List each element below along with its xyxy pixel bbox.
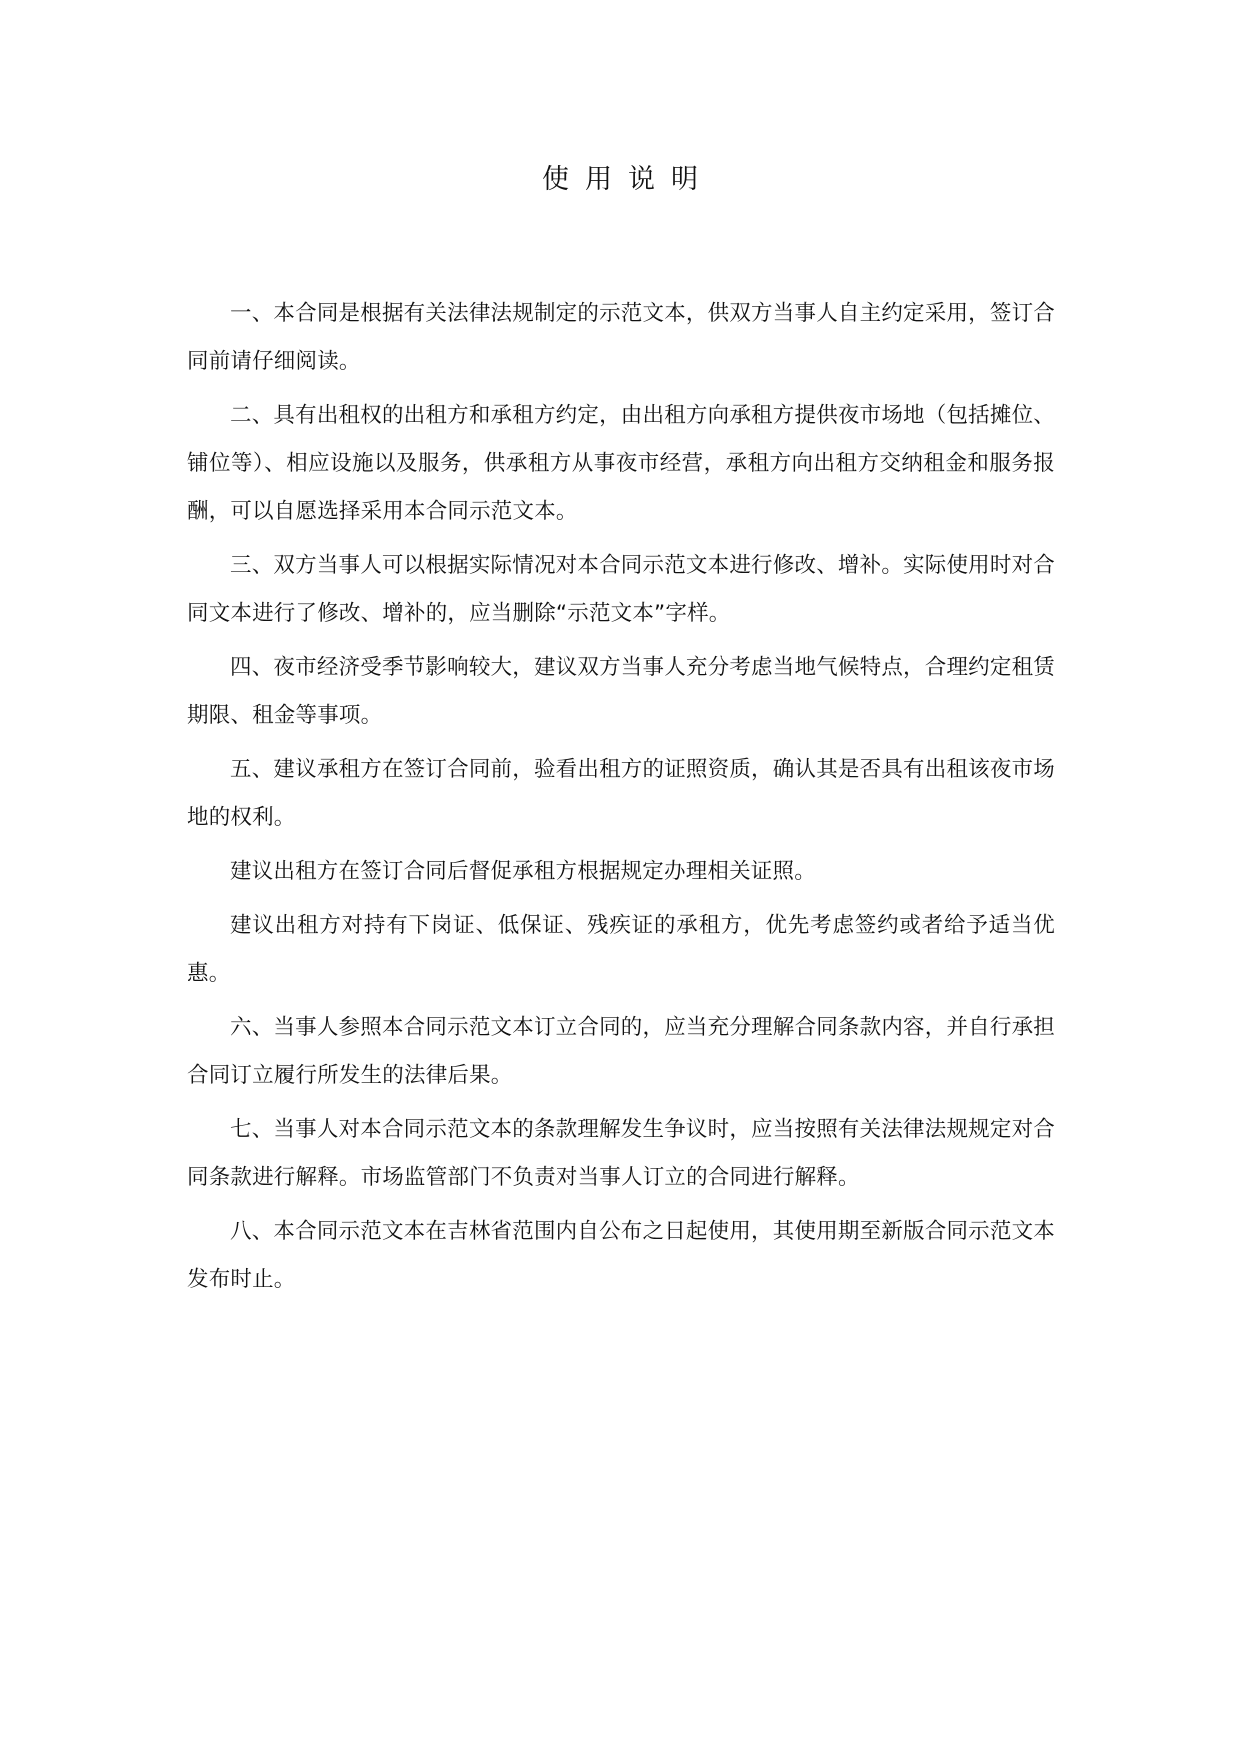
paragraph-4: 四、夜市经济受季节影响较大，建议双方当事人充分考虑当地气候特点，合理约定租赁期限、租金等事项。 — [187, 655, 1055, 728]
paragraph-8: 八、本合同示范文本在吉林省范围内自公布之日起使用，其使用期至新版合同示范文本发布时止。 — [187, 1219, 1055, 1292]
paragraph-5-note-2: 建议出租方对持有下岗证、低保证、残疾证的承租方，优先考虑签约或者给予适当优惠。 — [187, 913, 1055, 986]
paragraph-1: 一、本合同是根据有关法律法规制定的示范文本，供双方当事人自主约定采用，签订合同前请仔细阅读。 — [187, 301, 1055, 374]
paragraph-5: 五、建议承租方在签订合同前，验看出租方的证照资质，确认其是否具有出租该夜市场地的权利。 — [187, 757, 1055, 830]
paragraph-2: 二、具有出租权的出租方和承租方约定，由出租方向承租方提供夜市场地（包括摊位、铺位等）、相应设施以及服务，供承租方从事夜市经营，承租方向出租方交纳租金和服务报酬，可以自愿选择采用本合同示范文本。 — [187, 403, 1055, 524]
paragraph-3: 三、双方当事人可以根据实际情况对本合同示范文本进行修改、增补。实际使用时对合同文本进行了修改、增补的，应当删除“示范文本”字样。 — [187, 553, 1055, 626]
instructions-body — [187, 290, 1055, 1310]
paragraph-5-note-1: 建议出租方在签订合同后督促承租方根据规定办理相关证照。 — [230, 859, 816, 884]
page-title: 使用说明 — [542, 164, 714, 195]
paragraph-6: 六、当事人参照本合同示范文本订立合同的，应当充分理解合同条款内容，并自行承担合同订立履行所发生的法律后果。 — [187, 1015, 1055, 1088]
paragraph-7: 七、当事人对本合同示范文本的条款理解发生争议时，应当按照有关法律法规规定对合同条款进行解释。市场监管部门不负责对当事人订立的合同进行解释。 — [187, 1117, 1055, 1190]
